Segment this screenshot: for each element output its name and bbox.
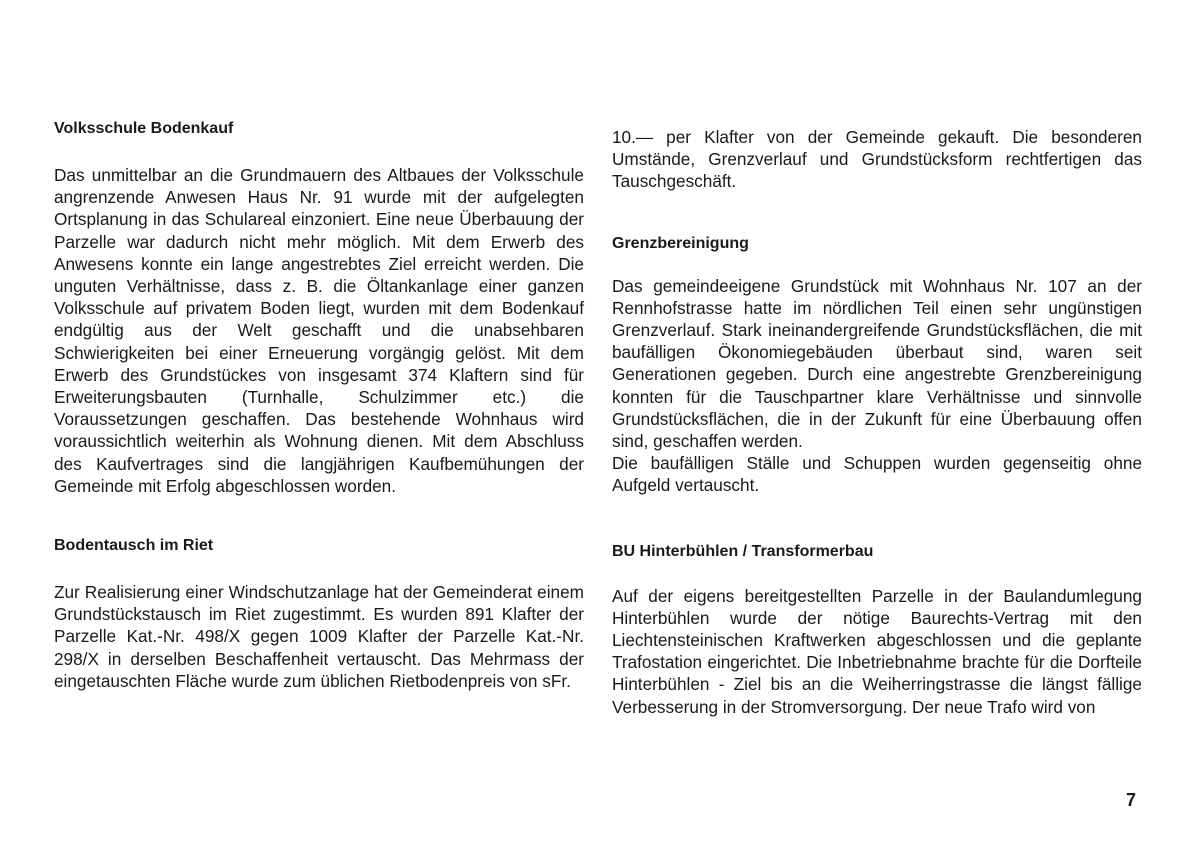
left-column [54, 118, 584, 692]
heading-grenzbereinigung: Grenzbereinigung [612, 234, 749, 252]
heading-bodentausch-im-riet: Bodentausch im Riet [54, 537, 214, 555]
page-number: 7 [1126, 790, 1137, 810]
paragraph-bu-hinterbuehlen: Auf der eigens bereitgestellten Parzelle in der Baulandumlegung Hinterbühlen wurde der nötige Baurechts-Vertrag mit den Liechtensteinischen Kraftwerken abgeschlossen und die geplante Trafostation eingerichtet. Die Inbetriebnahme brachte für die Dorfteile Hinterbühlen - Ziel bis an die Weiherringstrasse die längst fällige Verbesserung in der Stromversorgung. Der neue Trafo wird von [612, 585, 1142, 717]
paragraph-bodentausch-im-riet: Zur Realisierung einer Windschutzanlage hat der Gemeinderat einem Grundstückstausch im Riet zugestimmt. Es wurden 891 Klafter der Parzelle Kat.-Nr. 498/X gegen 1009 Klafter der Parzelle Kat.-Nr. 298/X in derselben Beschaffenheit vertauscht. Das Mehrmass der eingetauschten Fläche wurde zum üblichen Rietbodenpreis von sFr. [54, 582, 584, 691]
paragraph-volksschule-bodenkauf: Das unmittelbar an die Grundmauern des Altbaues der Volksschule angrenzende Anwesen Haus Nr. 91 wurde mit der aufgelegten Ortsplanung in das Schulareal einzoniert. Eine neue Überbauung der Parzelle war dadurch nicht mehr möglich. Mit dem Erwerb des Anwesens konnte ein lange angestrebtes Ziel erreicht werden. Die unguten Verhältnisse, dass z. B. die Öltankanlage einer ganzen Volksschule auf privatem Boden liegt, wurden mit dem Bodenkauf endgültig aus der Welt geschafft und die unabsehbaren Schwierigkeiten bei einer Erneuerung vorgängig gelöst. Mit dem Erwerb des Grundstückes von insgesamt 374 Klaftern sind für Erweiterungsbauten (Turnhalle, Schulzimmer etc.) die Voraussetzungen geschaffen. Das bestehende Wohnhaus wird voraussichtlich weiterhin als Wohnung dienen. Mit dem Abschluss des Kaufvertrages sind die langjährigen Kaufbemühungen der Gemeinde mit Erfolg abgeschlossen worden. [54, 165, 584, 496]
right-column [612, 118, 1142, 718]
paragraph-continued-bodentausch: 10.— per Klafter von der Gemeinde gekauft. Die besonderen Umstände, Grenzverlauf und Grundstücksform rechtfertigen das Tauschgeschäft. [612, 127, 1142, 192]
paragraph-grenzbereinigung-2: Die baufälligen Ställe und Schuppen wurden gegenseitig ohne Aufgeld vertauscht. [612, 453, 1142, 496]
heading-bu-hinterbuehlen: BU Hinterbühlen / Transformerbau [612, 542, 874, 560]
paragraph-grenzbereinigung: Das gemeindeeigene Grundstück mit Wohnhaus Nr. 107 an der Rennhofstrasse hatte im nördlichen Teil einen sehr ungünstigen Grenzverlauf. Stark ineinandergreifende Grundstücksflächen, die mit baufälligen Ökonomiegebäuden überbaut sind, waren seit Generationen gegeben. Durch eine angestrebte Grenzbereinigung konnten für die Tauschpartner klare Verhältnisse und sinnvolle Grundstücksflächen, die in der Zukunft für eine Überbauung offen sind, geschaffen werden. [612, 275, 1142, 452]
heading-volksschule-bodenkauf: Volksschule Bodenkauf [54, 120, 234, 137]
